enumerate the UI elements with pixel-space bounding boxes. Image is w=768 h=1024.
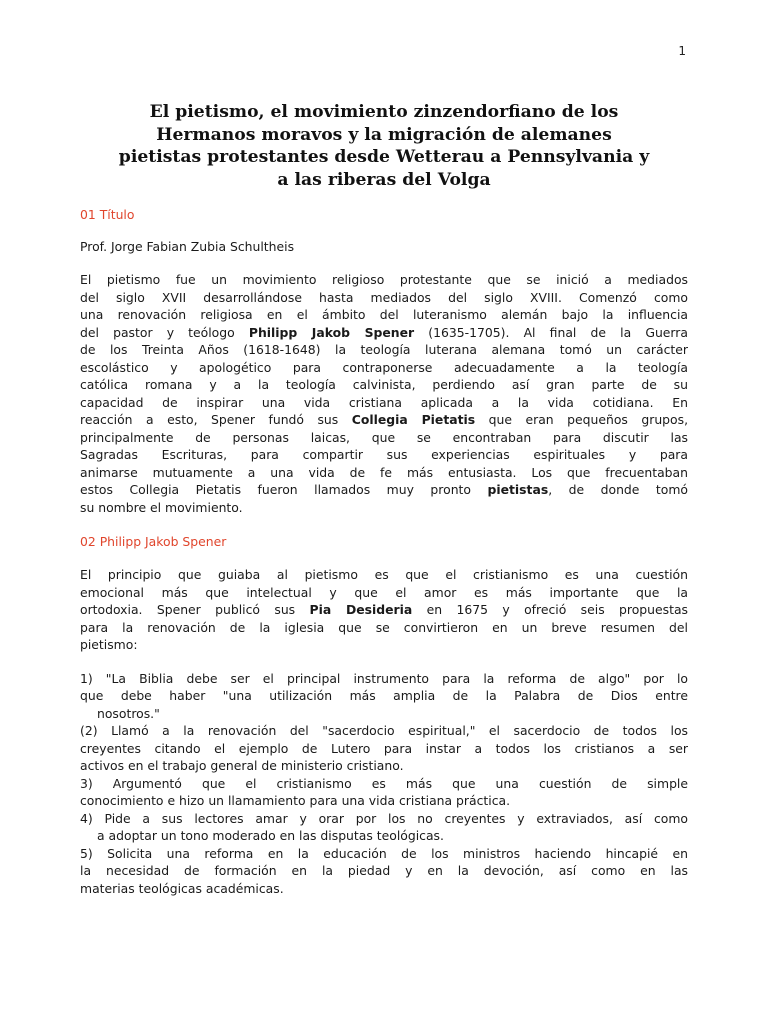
section-heading-titulo: 01 Título [80, 207, 135, 222]
text-span: en 1675 y ofreció seis propuestas [412, 602, 688, 617]
text-line: 3) Argumentó que el cristianismo es más que una cuestión de simple [80, 775, 688, 791]
text-line: de los Treinta Años (1618-1648) la teología luterana alemana tomó un carácter [80, 342, 688, 357]
text-line: católica romana y a la teología calvinista, perdiendo así gran parte de su [80, 377, 688, 392]
principles-paragraph [80, 566, 688, 654]
text-line: escolástico y apologético para contraponerse adecuadamente a la teología [80, 359, 688, 375]
list-item [80, 810, 688, 845]
list-item [80, 670, 688, 723]
title-line: El pietismo, el movimiento zinzendorfiano de los [149, 102, 619, 122]
text-line: emocional más que intelectual y que el amor es más importante que la [80, 584, 688, 600]
text-line [80, 324, 688, 342]
section-heading-spener: 02 Philipp Jakob Spener [80, 534, 227, 549]
text-line: materias teológicas académicas. [80, 880, 284, 896]
text-line: creyentes citando el ejemplo de Lutero para instar a todos los cristianos a ser [80, 740, 688, 756]
text-span: estos Collegia Pietatis fueron llamados muy pronto [80, 482, 488, 497]
list-item [80, 775, 688, 810]
bold-collegia-pietatis: Collegia Pietatis [351, 412, 476, 427]
text-line: conocimiento e hizo un llamamiento para una vida cristiana práctica. [80, 793, 511, 808]
page-number: 1 [678, 44, 686, 58]
text-span: (1635-1705). Al final de la Guerra [414, 324, 688, 340]
text-line: la necesidad de formación en la piedad y en la devoción, así como en las [80, 863, 688, 878]
text-line: nosotros." [97, 705, 160, 721]
text-line: una renovación religiosa en el ámbito del luteranismo alemán bajo la influencia [80, 307, 688, 322]
document-title [80, 0, 688, 191]
bold-name-spener: Philipp Jakob Spener [248, 324, 415, 340]
list-item [80, 845, 688, 898]
text-line: su nombre el movimiento. [80, 499, 243, 515]
text-line [80, 411, 688, 429]
text-line: El principio que guiaba al pietismo es que el cristianismo es una cuestión [80, 567, 688, 582]
text-line: activos en el trabajo general de ministerio cristiano. [80, 758, 404, 773]
text-span: del pastor y teólogo [80, 324, 249, 340]
proposals-list [80, 670, 688, 898]
text-line: animarse mutuamente a una vida de fe más entusiasta. Los que frecuentaban [80, 464, 688, 480]
text-line: para la renovación de la iglesia que se convirtieron en un breve resumen del [80, 619, 688, 635]
text-line: El pietismo fue un movimiento religioso protestante que se inició a mediados [80, 272, 688, 287]
bold-pietistas: pietistas [487, 482, 549, 497]
text-line: capacidad de inspirar una vida cristiana aplicada a la vida cotidiana. En [80, 394, 688, 410]
bold-pia-desideria: Pia Desideria [309, 602, 413, 617]
text-line: pietismo: [80, 637, 138, 652]
text-line [80, 481, 688, 499]
text-line: a adoptar un tono moderado en las disputas teológicas. [97, 828, 444, 843]
text-span: ortodoxia. Spener publicó sus [80, 602, 310, 617]
text-line: del siglo XVII desarrollándose hasta mediados del siglo XVIII. Comenzó como [80, 289, 688, 305]
author-line: Prof. Jorge Fabian Zubia Schultheis [80, 239, 295, 254]
title-line: a las riberas del Volga [277, 169, 491, 190]
text-line [80, 601, 688, 619]
text-line: principalmente de personas laicas, que se encontraban para discutir las [80, 429, 688, 445]
text-span: , de donde tomó [548, 482, 688, 497]
text-line: 5) Solicita una reforma en la educación de los ministros haciendo hincapié en [80, 845, 688, 861]
list-item [80, 722, 688, 775]
intro-paragraph [80, 271, 688, 516]
title-line: pietistas protestantes desde Wetterau a Pennsylvania y [118, 147, 650, 167]
text-line: 4) Pide a sus lectores amar y orar por los no creyentes y extraviados, así como [80, 810, 688, 826]
text-line: Sagradas Escrituras, para compartir sus experiencias espirituales y para [80, 447, 688, 462]
text-line: 1) "La Biblia debe ser el principal instrumento para la reforma de algo" por lo [80, 670, 688, 686]
text-span: reacción a esto, Spener fundó sus [80, 412, 352, 427]
text-line: (2) Llamó a la renovación del "sacerdocio espiritual," el sacerdocio de todos los [80, 723, 688, 738]
text-span: que eran pequeños grupos, [475, 412, 689, 427]
text-line: que debe haber "una utilización más amplia de la Palabra de Dios entre [80, 688, 688, 703]
title-line: Hermanos moravos y la migración de alemanes [156, 124, 612, 145]
